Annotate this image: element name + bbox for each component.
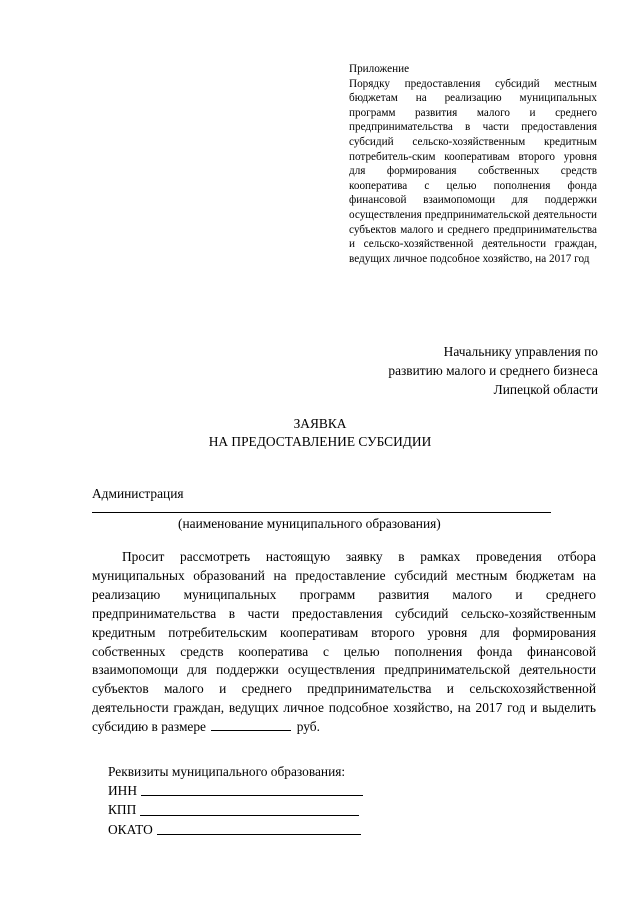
administration-block [92, 485, 592, 532]
okato-fill-line[interactable] [157, 834, 361, 835]
okato-label: ОКАТО [108, 821, 153, 837]
administration-label: Администрация [92, 486, 184, 501]
request-text: Просит рассмотреть настоящую заявку в рамках проведения отбора муниципальных образований на предоставление субсидий местным бюджетам на реализацию муниципальных программ развития малого и среднего предпринимательства в части предоставления субсидий сельско-хозяйственным кредитным потребительским кооперативам второго уровня для формирования собственных средств кооператива с целью пополнения фонда финансовой взаимопомощи для поддержки осуществления предпринимательской деятельности субъектов малого и среднего предпринимательства и сельскохозяйственной деятельности граждан, ведущих личное подсобное хозяйство, на 2017 год и выделить субсидию в размере [92, 549, 596, 735]
addressee-line-3: Липецкой области [493, 382, 598, 398]
requisites-block [108, 762, 408, 839]
okato-row [108, 820, 408, 839]
appendix-title: Приложение [349, 63, 410, 75]
amount-unit: руб. [296, 719, 320, 735]
request-paragraph [92, 548, 596, 737]
amount-fill-line[interactable] [211, 730, 291, 731]
title-line-1: ЗАЯВКА [293, 416, 347, 431]
inn-row [108, 781, 408, 800]
addressee-line-2: развитию малого и среднего бизнеса [388, 363, 598, 379]
requisites-title: Реквизиты муниципального образования: [108, 764, 346, 779]
addressee-block [298, 342, 598, 400]
addressee-line-1: Начальнику управления по [443, 344, 598, 359]
inn-fill-line[interactable] [141, 795, 363, 796]
appendix-body: Порядку предоставления субсидий местным бюджетам на реализацию муниципальных программ развития малого и среднего предпринимательства в части предоставления субсидий сельско-хозяйственным кредитным потребитель-ским кооперативам второго уровня для формирования собственных средств кооператива с целью пополнения фонда финансовой взаимопомощи для поддержки осуществления предпринимательской деятельности субъектов малого и среднего предпринимательства и сельско-хозяйственной деятельности граждан, ведущих личное подсобное хозяйство, на 2017 год [349, 77, 597, 265]
inn-label: ИНН [108, 783, 138, 799]
kpp-fill-line[interactable] [140, 815, 359, 816]
administration-name-line[interactable] [92, 512, 551, 513]
document-title [0, 415, 640, 452]
kpp-row [108, 800, 408, 819]
kpp-label: КПП [108, 802, 137, 818]
appendix-block [349, 62, 597, 266]
administration-caption: (наименование муниципального образования) [178, 516, 441, 531]
title-line-2: НА ПРЕДОСТАВЛЕНИЕ СУБСИДИИ [208, 434, 432, 450]
